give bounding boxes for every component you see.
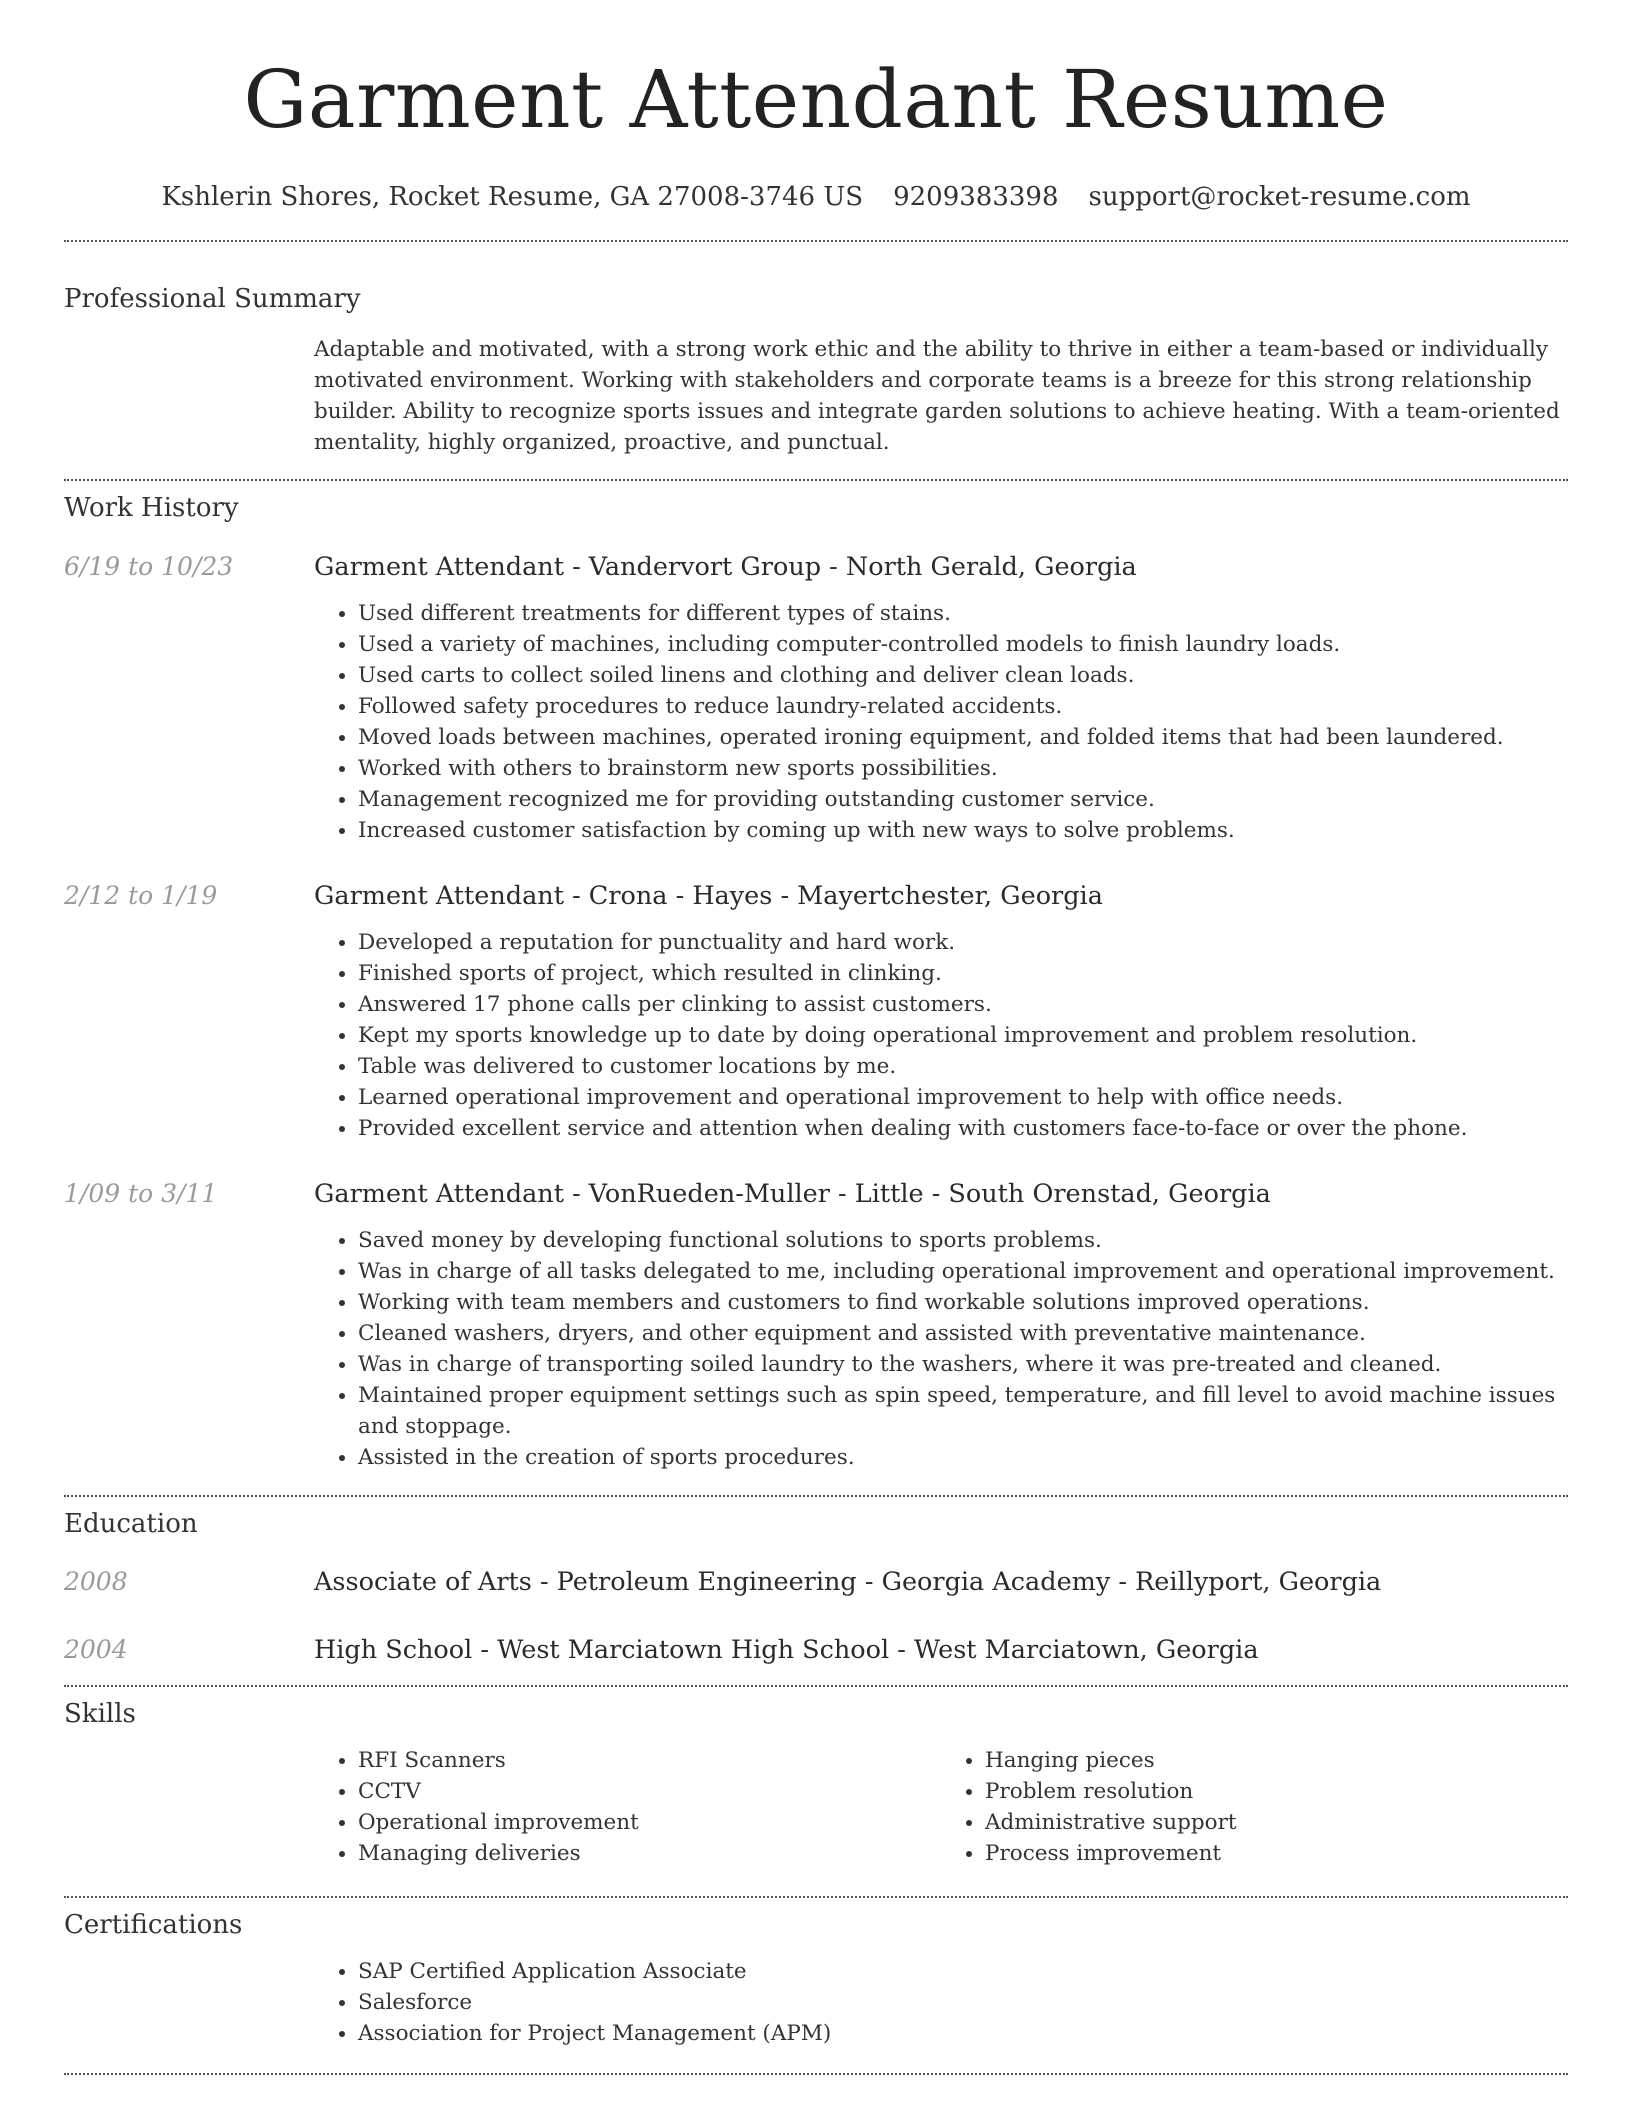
job-title: Garment Attendant - VonRueden-Muller - Little - South Orenstad, Georgia xyxy=(314,1179,1271,1209)
list-item: • Was in charge of all tasks delegated to me, including operational improvement and operational improvement. xyxy=(358,1256,1568,1287)
education-entry xyxy=(64,1633,1568,1667)
list-item: • Kept my sports knowledge up to date by doing operational improvement and problem resolution. xyxy=(358,1020,1568,1051)
list-item: • Used a variety of machines, including computer-controlled models to finish laundry loads. xyxy=(358,629,1568,660)
list-item: • Administrative support xyxy=(985,1807,1568,1838)
certifications-section xyxy=(64,1908,1568,2049)
job-duties-list xyxy=(314,598,1568,846)
education-date: 2008 xyxy=(64,1567,128,1596)
list-item: • Assisted in the creation of sports procedures. xyxy=(358,1442,1568,1473)
list-item: • Used different treatments for different types of stains. xyxy=(358,598,1568,629)
education-section xyxy=(64,1507,1568,1541)
list-item: • Used carts to collect soiled linens and clothing and deliver clean loads. xyxy=(358,660,1568,691)
job-date: 6/19 to 10/23 xyxy=(64,552,234,581)
list-item: • CCTV xyxy=(358,1776,941,1807)
contact-email: support@rocket-resume.com xyxy=(1088,182,1471,212)
list-item: • Developed a reputation for punctuality and hard work. xyxy=(358,927,1568,958)
section-divider xyxy=(64,2073,1568,2075)
section-divider xyxy=(64,240,1568,242)
list-item: • Finished sports of project, which resulted in clinking. xyxy=(358,958,1568,989)
list-item: • Management recognized me for providing outstanding customer service. xyxy=(358,784,1568,815)
list-item: • Working with team members and customers to find workable solutions improved operations. xyxy=(358,1287,1568,1318)
list-item: • Was in charge of transporting soiled laundry to the washers, where it was pre-treated and cleaned. xyxy=(358,1349,1568,1380)
section-divider xyxy=(64,1495,1568,1497)
list-item: • Saved money by developing functional solutions to sports problems. xyxy=(358,1225,1568,1256)
list-item: • RFI Scanners xyxy=(358,1745,941,1776)
contact-phone: 9209383398 xyxy=(893,182,1059,212)
section-title-work-history: Work History xyxy=(64,493,239,523)
summary-text: Adaptable and motivated, with a strong work ethic and the ability to thrive in either a team-based or individually motivated environment. Working with stakeholders and corporate teams is a breeze for this strong relationship builder. Ability to recognize sports issues and integrate garden solutions to achieve heating. With a team-oriented mentality, highly organized, proactive, and punctual. xyxy=(314,337,1560,455)
resume-header xyxy=(0,0,1632,214)
section-title-skills: Skills xyxy=(64,1699,136,1729)
work-history-section xyxy=(64,491,1568,525)
list-item: • Maintained proper equipment settings such as spin speed, temperature, and fill level to avoid machine issues and stoppage. xyxy=(358,1380,1568,1442)
list-item: • Operational improvement xyxy=(358,1807,941,1838)
job-date: 1/09 to 3/11 xyxy=(64,1179,218,1208)
list-item: • Cleaned washers, dryers, and other equipment and assisted with preventative maintenance. xyxy=(358,1318,1568,1349)
list-item: • Provided excellent service and attention when dealing with customers face-to-face or over the phone. xyxy=(358,1113,1568,1144)
list-item: • Table was delivered to customer locations by me. xyxy=(358,1051,1568,1082)
skills-list-left xyxy=(314,1745,941,1869)
section-divider xyxy=(64,1896,1568,1898)
job-date: 2/12 to 1/19 xyxy=(64,881,218,910)
education-title: Associate of Arts - Petroleum Engineering - Georgia Academy - Reillyport, Georgia xyxy=(314,1567,1382,1597)
skills-list-right xyxy=(941,1745,1568,1869)
list-item: • Worked with others to brainstorm new sports possibilities. xyxy=(358,753,1568,784)
section-title-professional-summary: Professional Summary xyxy=(64,284,361,314)
list-item: • Salesforce xyxy=(358,1987,1568,2018)
job-entry xyxy=(64,879,1568,1144)
list-item: • SAP Certified Application Associate xyxy=(358,1956,1568,1987)
resume-title: Garment Attendant Resume xyxy=(243,53,1389,146)
job-duties-list xyxy=(314,927,1568,1144)
skills-section xyxy=(64,1697,1568,1869)
list-item: • Increased customer satisfaction by coming up with new ways to solve problems. xyxy=(358,815,1568,846)
list-item: • Followed safety procedures to reduce laundry-related accidents. xyxy=(358,691,1568,722)
job-duties-list xyxy=(314,1225,1568,1473)
job-entry xyxy=(64,550,1568,846)
list-item: • Hanging pieces xyxy=(985,1745,1568,1776)
education-entry xyxy=(64,1565,1568,1599)
job-title: Garment Attendant - Vandervort Group - North Gerald, Georgia xyxy=(314,552,1137,582)
list-item: • Answered 17 phone calls per clinking to assist customers. xyxy=(358,989,1568,1020)
list-item: • Association for Project Management (APM) xyxy=(358,2018,1568,2049)
job-entry xyxy=(64,1177,1568,1473)
list-item: • Managing deliveries xyxy=(358,1838,941,1869)
section-divider xyxy=(64,479,1568,481)
section-title-certifications: Certifications xyxy=(64,1910,243,1940)
list-item: • Process improvement xyxy=(985,1838,1568,1869)
education-title: High School - West Marciatown High School - West Marciatown, Georgia xyxy=(314,1635,1259,1665)
professional-summary-section xyxy=(64,282,1568,458)
education-date: 2004 xyxy=(64,1635,128,1664)
list-item: • Problem resolution xyxy=(985,1776,1568,1807)
section-divider xyxy=(64,1685,1568,1687)
contact-address: Kshlerin Shores, Rocket Resume, GA 27008-3746 US xyxy=(161,182,864,212)
job-title: Garment Attendant - Crona - Hayes - Mayertchester, Georgia xyxy=(314,881,1103,911)
certifications-list xyxy=(314,1956,1568,2049)
list-item: • Moved loads between machines, operated ironing equipment, and folded items that had been laundered. xyxy=(358,722,1568,753)
section-title-education: Education xyxy=(64,1509,198,1539)
list-item: • Learned operational improvement and operational improvement to help with office needs. xyxy=(358,1082,1568,1113)
contact-line xyxy=(0,180,1632,214)
